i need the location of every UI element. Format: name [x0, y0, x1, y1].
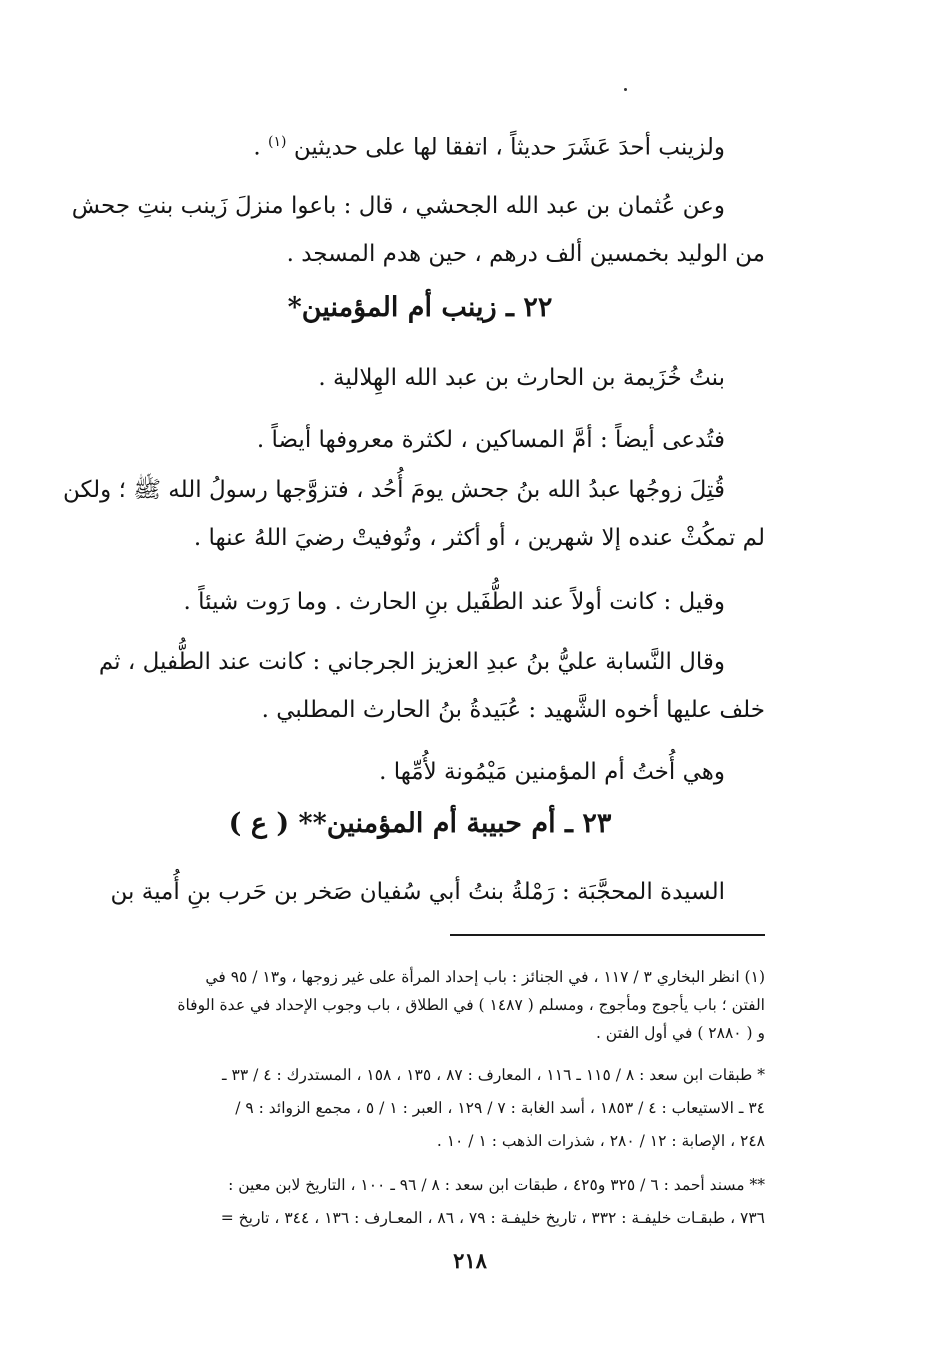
footnote-2-line1: * طبقات ابن سعد : ٨ / ١١٥ ـ ١١٦ ، المعارف : ٨٧ ، ١٣٥ ، ١٥٨ ، المستدرك : ٤ / ٣٣ ـ — [222, 1066, 765, 1084]
ink-speck — [624, 88, 627, 91]
paragraph-nickname: فتُدعى أيضاً : أمَّ المساكين ، لكثرة معروفها أيضاً . — [256, 427, 725, 453]
paragraph-marriage-line2: لم تمكُثْ عنده إلا شهرين ، أو أكثر ، وتُوفيتْ رضيَ اللهُ عنها . — [193, 525, 765, 551]
footnote-reference: (١) — [268, 134, 287, 150]
entry-heading-23: ٢٣ ـ أم حبيبة أم المؤمنين** ( ع ) — [228, 808, 612, 839]
paragraph-maymuna: وهي أُختُ أم المؤمنين مَيْمُونة لأُمِّها . — [379, 759, 725, 785]
paragraph-end-mark: . — [253, 134, 261, 161]
paragraph-tufayl: وقيل : كانت أولاً عند الطُّفَيل بنِ الحارث . وما رَوت شيئاً . — [183, 589, 725, 615]
paragraph-text: ولزينب أحدَ عَشَرَ حديثاً ، اتفقا لها على حديثين — [293, 134, 725, 161]
paragraph-uthman-line2: من الوليد بخمسين ألف درهم ، حين هدم المسجد . — [286, 241, 765, 267]
entry-heading-22: ٢٢ ـ زينب أم المؤمنين* — [287, 292, 553, 323]
page-number: ٢١٨ — [453, 1248, 487, 1273]
paragraph-nassaba-line1: وقال النَّسابة عليُّ بنُ عبدِ العزيز الجرجاني : كانت عند الطُّفيل ، ثم — [98, 649, 725, 675]
paragraph-ramla: السيدة المحجَّبَة : رَمْلةُ بنتُ أبي سُفيان صَخر بن حَرب بنِ أُمية بن — [110, 879, 725, 905]
footnote-1-line2: الفتن ؛ باب يأجوج ومأجوج ، ومسلم ( ١٤٨٧ ) في الطلاق ، باب وجوب الإحداد في عدة الوفاة — [177, 996, 765, 1014]
paragraph-marriage-line1: قُتِلَ زوجُها عبدُ الله بنُ جحش يومَ أُحُد ، فتزوَّجها رسولُ الله ﷺ ؛ ولكن — [62, 477, 725, 503]
footnote-1-line3: و ( ٢٨٨٠ ) في أول الفتن . — [595, 1024, 765, 1042]
footnote-2-line2: ٣٤ ـ الاستيعاب : ٤ / ١٨٥٣ ، أسد الغابة : ٧ / ١٢٩ ، العبر : ١ / ٥ ، مجمع الزوائد : ٩ / — [235, 1099, 765, 1117]
paragraph-lineage: بنتُ خُزَيمة بن الحارث بن عبد الله الهِلالية . — [318, 365, 725, 391]
footnote-3-line1: ** مسند أحمد : ٦ / ٣٢٥ و٤٢٥ ، طبقات ابن سعد : ٨ / ٩٦ ـ ١٠٠ ، التاريخ لابن معين : — [228, 1176, 765, 1194]
footnote-1-line1: (١) انظر البخاري ٣ / ١١٧ ، في الجنائز : باب إحداد المرأة على غير زوجها ، و١٣ / ٩٥ في — [205, 968, 765, 986]
paragraph-uthman-line1: وعن عُثمان بن عبد الله الجحشي ، قال : باعوا منزلَ زَينب بنتِ جحش — [71, 193, 725, 219]
footnote-2-line3: ٢٤٨ ، الإصابة : ١٢ / ٢٨٠ ، شذرات الذهب : ١ / ١٠ . — [436, 1132, 765, 1150]
footnote-separator — [450, 934, 765, 936]
paragraph-hadith-count — [110, 118, 725, 172]
paragraph-nassaba-line2: خلف عليها أخوه الشَّهيد : عُبَيدةُ بنُ الحارث المطلبي . — [261, 697, 765, 723]
footnote-3-line2: ٧٣٦ ، طبقـات خليفـة : ٣٣٢ ، تاريخ خليفـة : ٧٩ ، ٨٦ ، المعـارف : ١٣٦ ، ٣٤٤ ، تاريخ = — [220, 1209, 765, 1227]
